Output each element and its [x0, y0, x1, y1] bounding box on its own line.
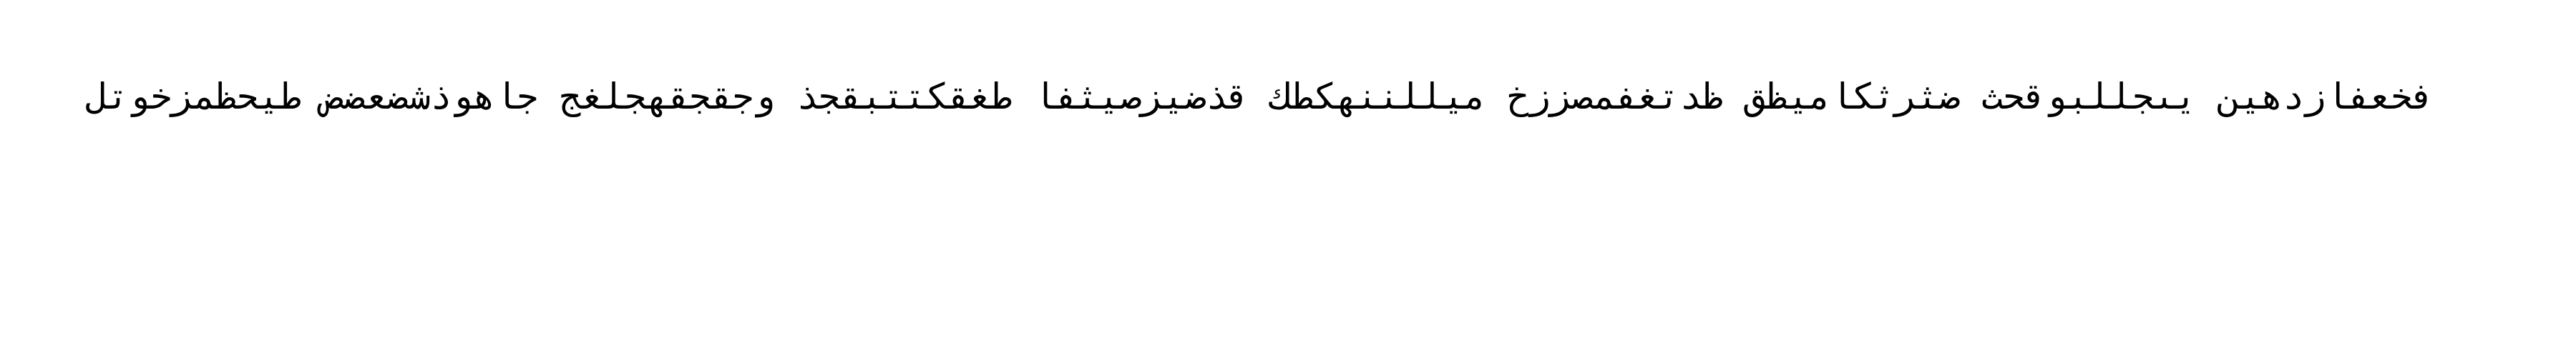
document-text-line: فخعفازدهين يىجللبوقحث ضثرثكاميظق ظدتغفمصززخ ميللننهكطك قذضيزصيثفا طغقكتتبقجذ وجقجقهجلغج جاهوذشضعضض طيحظمزخوتل [86, 76, 2434, 117]
